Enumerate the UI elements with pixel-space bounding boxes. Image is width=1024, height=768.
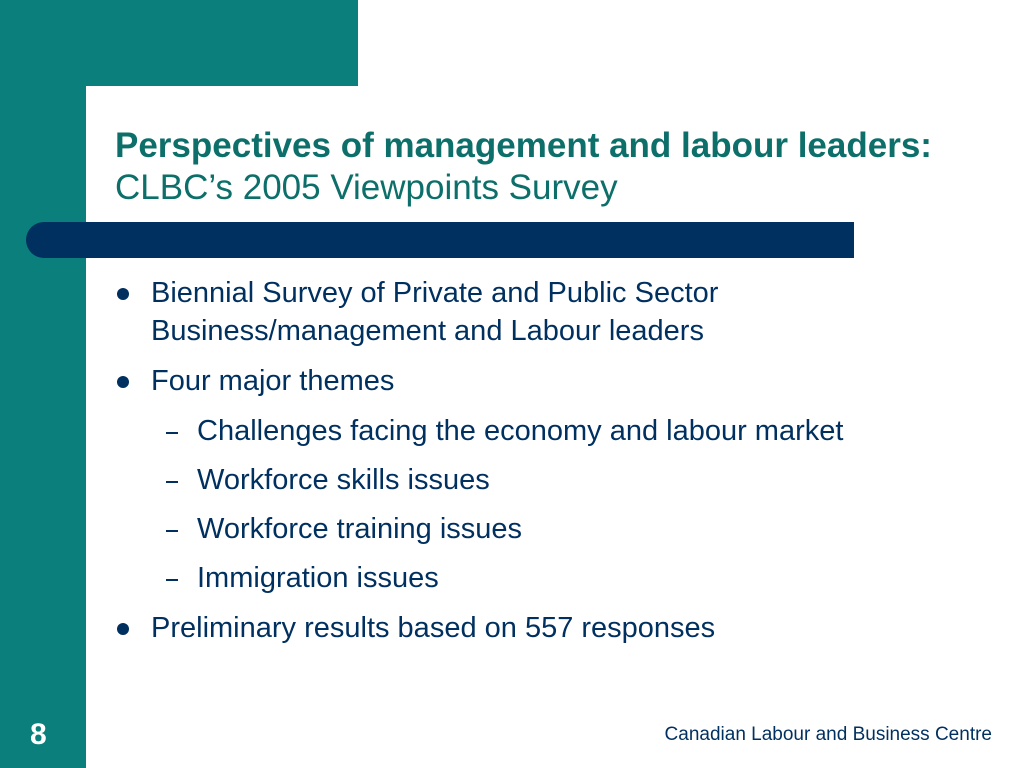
bullet-dot-icon (117, 288, 129, 300)
sub-bullet-text: Workforce training issues (197, 513, 523, 545)
footer-org-name: Canadian Labour and Business Centre (664, 724, 992, 745)
title-bold-part: Perspectives of management and labour leaders: (115, 126, 932, 165)
bullet-line: Business/management and Labour leaders (151, 315, 704, 347)
dash-icon (166, 579, 178, 581)
sub-bullet-text: Workforce skills issues (197, 464, 490, 496)
bullet-text (151, 274, 931, 350)
bullet-dot-icon (117, 376, 129, 388)
page-number: 8 (30, 718, 47, 751)
title-normal-part: CLBC’s 2005 Viewpoints Survey (115, 168, 618, 207)
dash-icon (166, 432, 178, 434)
sub-bullet-text: Immigration issues (197, 562, 439, 594)
dash-icon (166, 481, 178, 483)
sub-bullet-text: Challenges facing the economy and labour market (197, 415, 844, 447)
bullet-line: Biennial Survey of Private and Public Sector (151, 277, 719, 309)
bullet-dot-icon (117, 623, 129, 635)
dash-icon (166, 530, 178, 532)
bullet-text: Four major themes (151, 365, 395, 397)
bullet-text: Preliminary results based on 557 responses (151, 612, 716, 644)
